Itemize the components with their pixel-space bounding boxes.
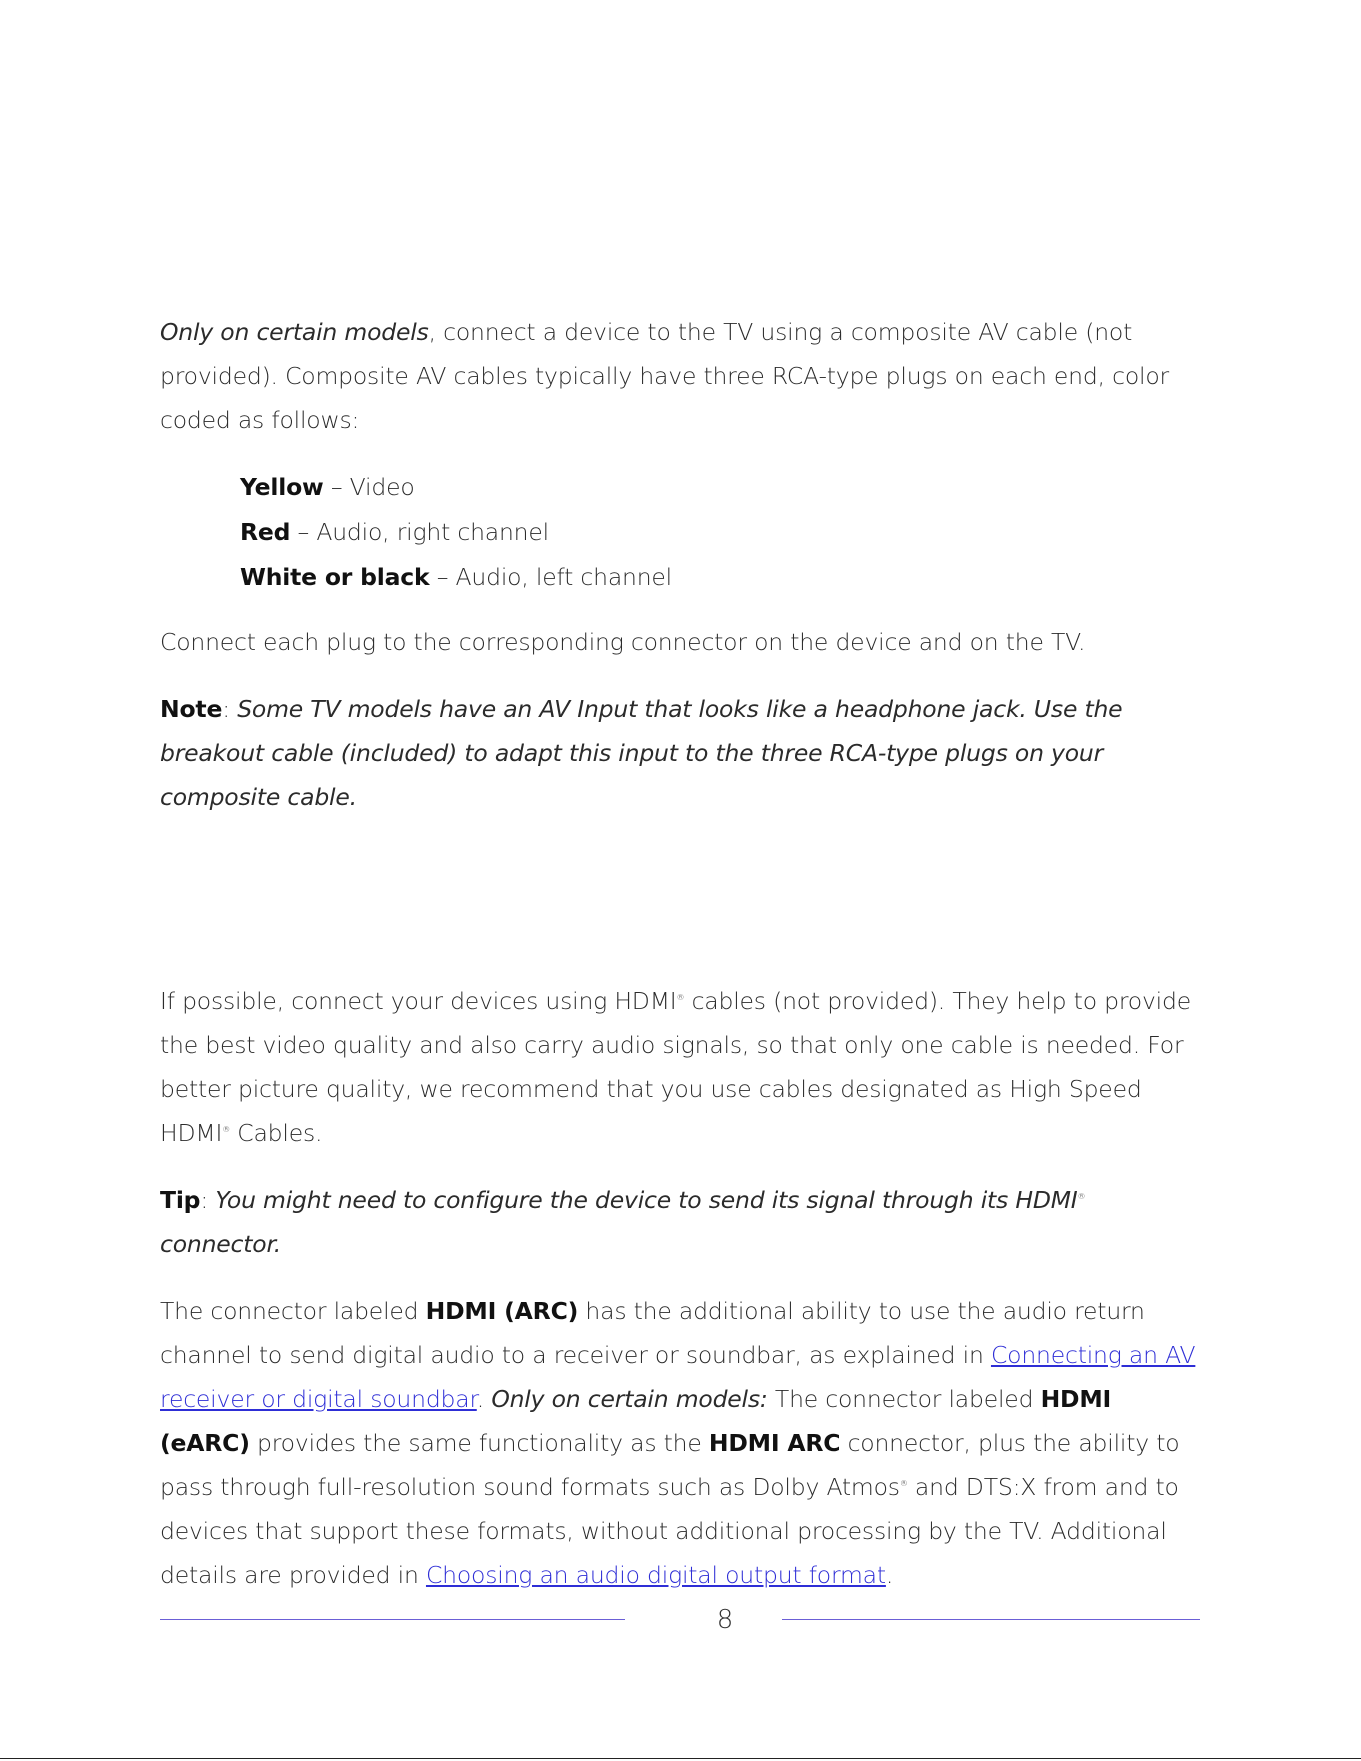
hdmi-intro-text-c: Cables. xyxy=(230,1119,323,1147)
footer-rule-right xyxy=(782,1619,1200,1620)
hdmi-intro-text-b: cables (not provided). They help to provide the best video quality and also carry audio signals, so that only one cable is needed. For better picture quality, we recommend that you use cables designated as High Speed HDMI xyxy=(160,987,1191,1147)
arc-text-f: The connector labeled xyxy=(767,1385,1041,1413)
note-paragraph xyxy=(160,687,1200,819)
registered-mark: ® xyxy=(1077,1192,1086,1202)
list-item-yellow xyxy=(240,465,1200,510)
link-audio-output-format[interactable]: Choosing an audio digital output format xyxy=(425,1561,886,1589)
arc-text-italic: Only on certain models: xyxy=(491,1385,768,1413)
arc-text-d: . xyxy=(476,1385,492,1413)
tip-text: You might need to configure the device to send its signal through its HDMI xyxy=(215,1186,1078,1214)
registered-mark: ® xyxy=(676,993,685,1003)
tip-separator: : xyxy=(200,1186,216,1214)
item-text: – Video xyxy=(323,473,415,501)
registered-mark: ® xyxy=(222,1125,230,1135)
registered-mark: ® xyxy=(899,1479,908,1489)
link-connecting-av-receiver[interactable]: Connecting an AV receiver or digital soundbar xyxy=(160,1341,1196,1413)
item-label: Yellow xyxy=(240,473,324,501)
item-label: White or black xyxy=(240,563,430,591)
page-edge-line xyxy=(0,1758,1361,1759)
hdmi-arc-paragraph xyxy=(160,1289,1200,1597)
composite-intro-text: , connect a device to the TV using a composite AV cable (not provided). Composite AV cables typically have three RCA-type plugs on each end, color coded as follows: xyxy=(160,318,1170,434)
arc-text-k: and DTS:X from and to devices that support these formats, without additional processing by the TV. Additional details are provided in xyxy=(160,1473,1179,1589)
arc-text-h: provides the same functionality as the xyxy=(249,1429,709,1457)
note-label: Note xyxy=(160,695,223,723)
item-text: – Audio, left channel xyxy=(429,563,673,591)
arc-text-j: connector, plus the ability to pass through full-resolution sound formats such as Dolby Atmos xyxy=(160,1429,1180,1501)
composite-intro xyxy=(160,310,1200,442)
page-content xyxy=(160,310,1200,1620)
page-number: 8 xyxy=(716,1605,734,1635)
arc-text-a: The connector labeled xyxy=(160,1297,426,1325)
arc-text-end: . xyxy=(885,1561,894,1589)
composite-intro-italic: Only on certain models xyxy=(160,318,429,346)
list-item-white-or-black xyxy=(240,555,1200,600)
connect-instructions: Connect each plug to the corresponding connector on the device and on the TV. xyxy=(160,628,1086,656)
tip-label: Tip xyxy=(160,1186,201,1214)
hdmi-intro-text-a: If possible, connect your devices using HDMI xyxy=(160,987,677,1015)
tip-paragraph xyxy=(160,1178,1200,1266)
arc-label-bold: HDMI (ARC) xyxy=(425,1297,579,1325)
color-code-list xyxy=(240,465,1200,600)
arc-text-c: has the additional ability to use the audio return channel to send digital audio to a receiver or soundbar, as explained in xyxy=(160,1297,1145,1369)
note-separator: : xyxy=(222,695,238,723)
footer-rule-left xyxy=(160,1619,625,1620)
page-footer xyxy=(160,1595,1200,1645)
section-spacer xyxy=(160,842,1200,979)
list-item-red xyxy=(240,510,1200,555)
earc-label-bold: HDMI (eARC) xyxy=(160,1385,1112,1457)
tip-text-end: connector. xyxy=(160,1230,282,1258)
hdmi-intro xyxy=(160,979,1200,1155)
item-text: – Audio, right channel xyxy=(290,518,549,546)
hdmi-arc-bold: HDMI ARC xyxy=(708,1429,841,1457)
item-label: Red xyxy=(240,518,291,546)
note-text: Some TV models have an AV Input that looks like a headphone jack. Use the breakout cable (included) to adapt this input to the three RCA-type plugs on your composite cable. xyxy=(160,695,1123,811)
